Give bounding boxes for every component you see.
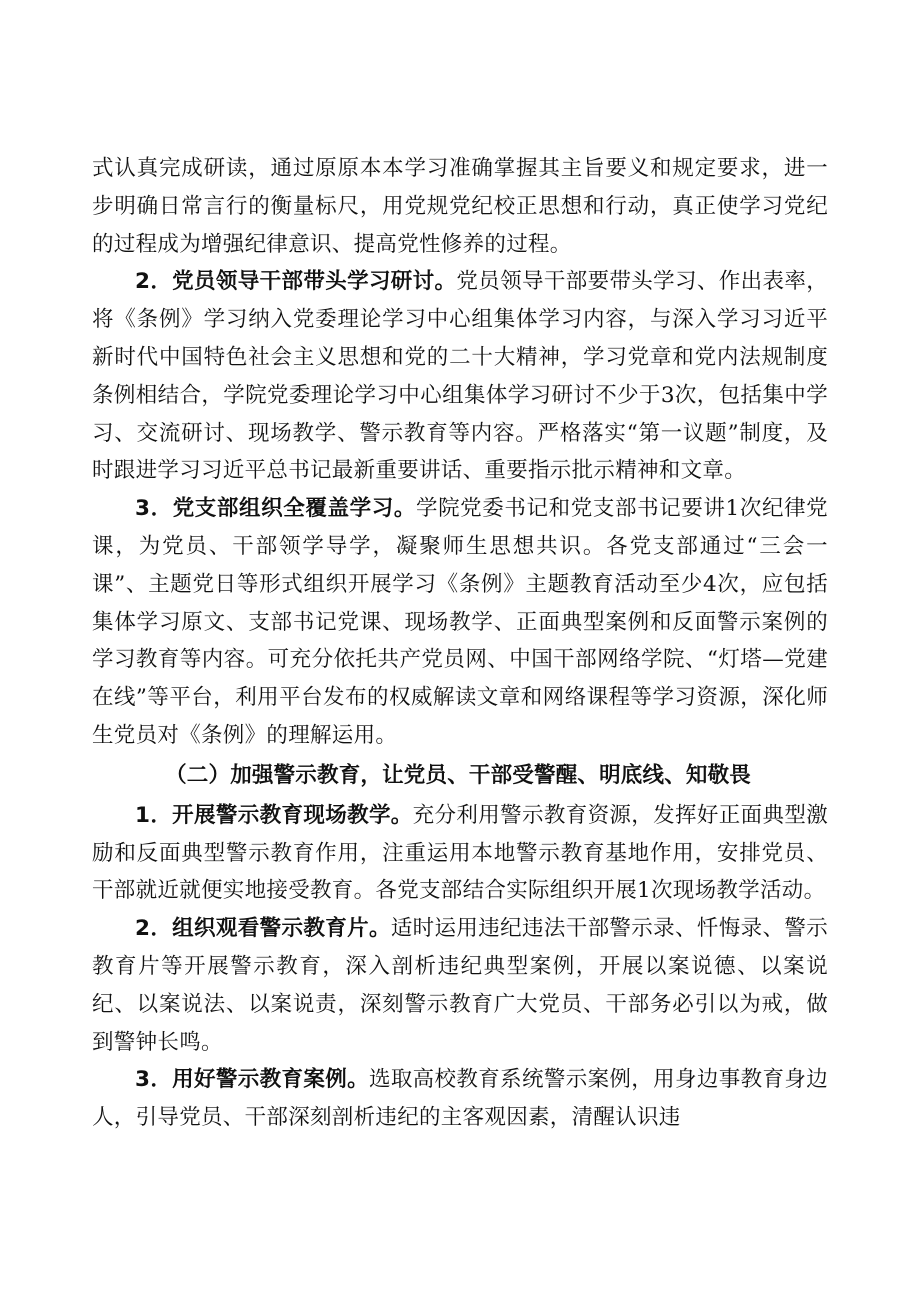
list-paragraph-onsite-teaching bbox=[92, 797, 828, 910]
paragraph-body: 党员领导干部要带头学习、作出表率，将《条例》学习纳入党委理论学习中心组集体学习内容，与深入学习习近平新时代中国特色社会主义思想和党的二十大精神，学习党章和党内法规制度条例相结合，学院党委理论学习中心组集体学习研讨不少于3次，包括集中学习、交流研讨、现场教学、警示教育等内容。严格落实“第一议题”制度，及时跟进学习习近平总书记最新重要讲话、重要指示批示精神和文章。 bbox=[92, 269, 828, 484]
list-paragraph-warning-cases bbox=[92, 1061, 828, 1137]
paragraph-lead: 1．开展警示教育现场教学。 bbox=[135, 802, 413, 828]
paragraph-lead: 2．组织观看警示教育片。 bbox=[135, 916, 391, 942]
section-heading: （二）加强警示教育，让党员、干部受警醒、明底线、知敬畏 bbox=[165, 762, 751, 788]
list-paragraph-leaders-study bbox=[92, 263, 828, 490]
paragraph-lead: 2．党员领导干部带头学习研讨。 bbox=[135, 269, 457, 295]
paragraph-lead: 3．党支部组织全覆盖学习。 bbox=[135, 496, 416, 522]
continuation-paragraph bbox=[92, 150, 828, 263]
paragraph-body: 式认真完成研读，通过原原本本学习准确掌握其主旨要义和规定要求，进一步明确日常言行的衡量标尺，用党规党纪校正思想和行动，真正使学习党纪的过程成为增强纪律意识、提高党性修养的过程。 bbox=[92, 156, 828, 257]
paragraph-body: 学院党委书记和党支部书记要讲1次纪律党课，为党员、干部领学导学，凝聚师生思想共识。各党支部通过“三会一课”、主题党日等形式组织开展学习《条例》主题教育活动至少4次，应包括集体学习原文、支部书记党课、现场教学、正面典型案例和反面警示案例的学习教育等内容。可充分依托共产党员网、中国干部网络学院、“灯塔—党建在线”等平台，利用平台发布的权威解读文章和网络课程等学习资源，深化师生党员对《条例》的理解运用。 bbox=[92, 496, 828, 748]
paragraph-body: 适时运用违纪违法干部警示录、忏悔录、警示教育片等开展警示教育，深入剖析违纪典型案例，开展以案说德、以案说纪、以案说法、以案说责，深刻警示教育广大党员、干部务必引以为戒，做到警钟长鸣。 bbox=[92, 916, 828, 1055]
paragraph-body: 选取高校教育系统警示案例，用身边事教育身边人，引导党员、干部深刻剖析违纪的主客观因素，清醒认识违 bbox=[92, 1067, 828, 1131]
list-paragraph-warning-films bbox=[92, 910, 828, 1061]
list-paragraph-branch-study bbox=[92, 490, 828, 755]
paragraph-body: 充分利用警示教育资源，发挥好正面典型激励和反面典型警示教育作用，注重运用本地警示教育基地作用，安排党员、干部就近就便实地接受教育。各党支部结合实际组织开展1次现场教学活动。 bbox=[92, 802, 828, 904]
paragraph-lead: 3．用好警示教育案例。 bbox=[135, 1067, 369, 1093]
